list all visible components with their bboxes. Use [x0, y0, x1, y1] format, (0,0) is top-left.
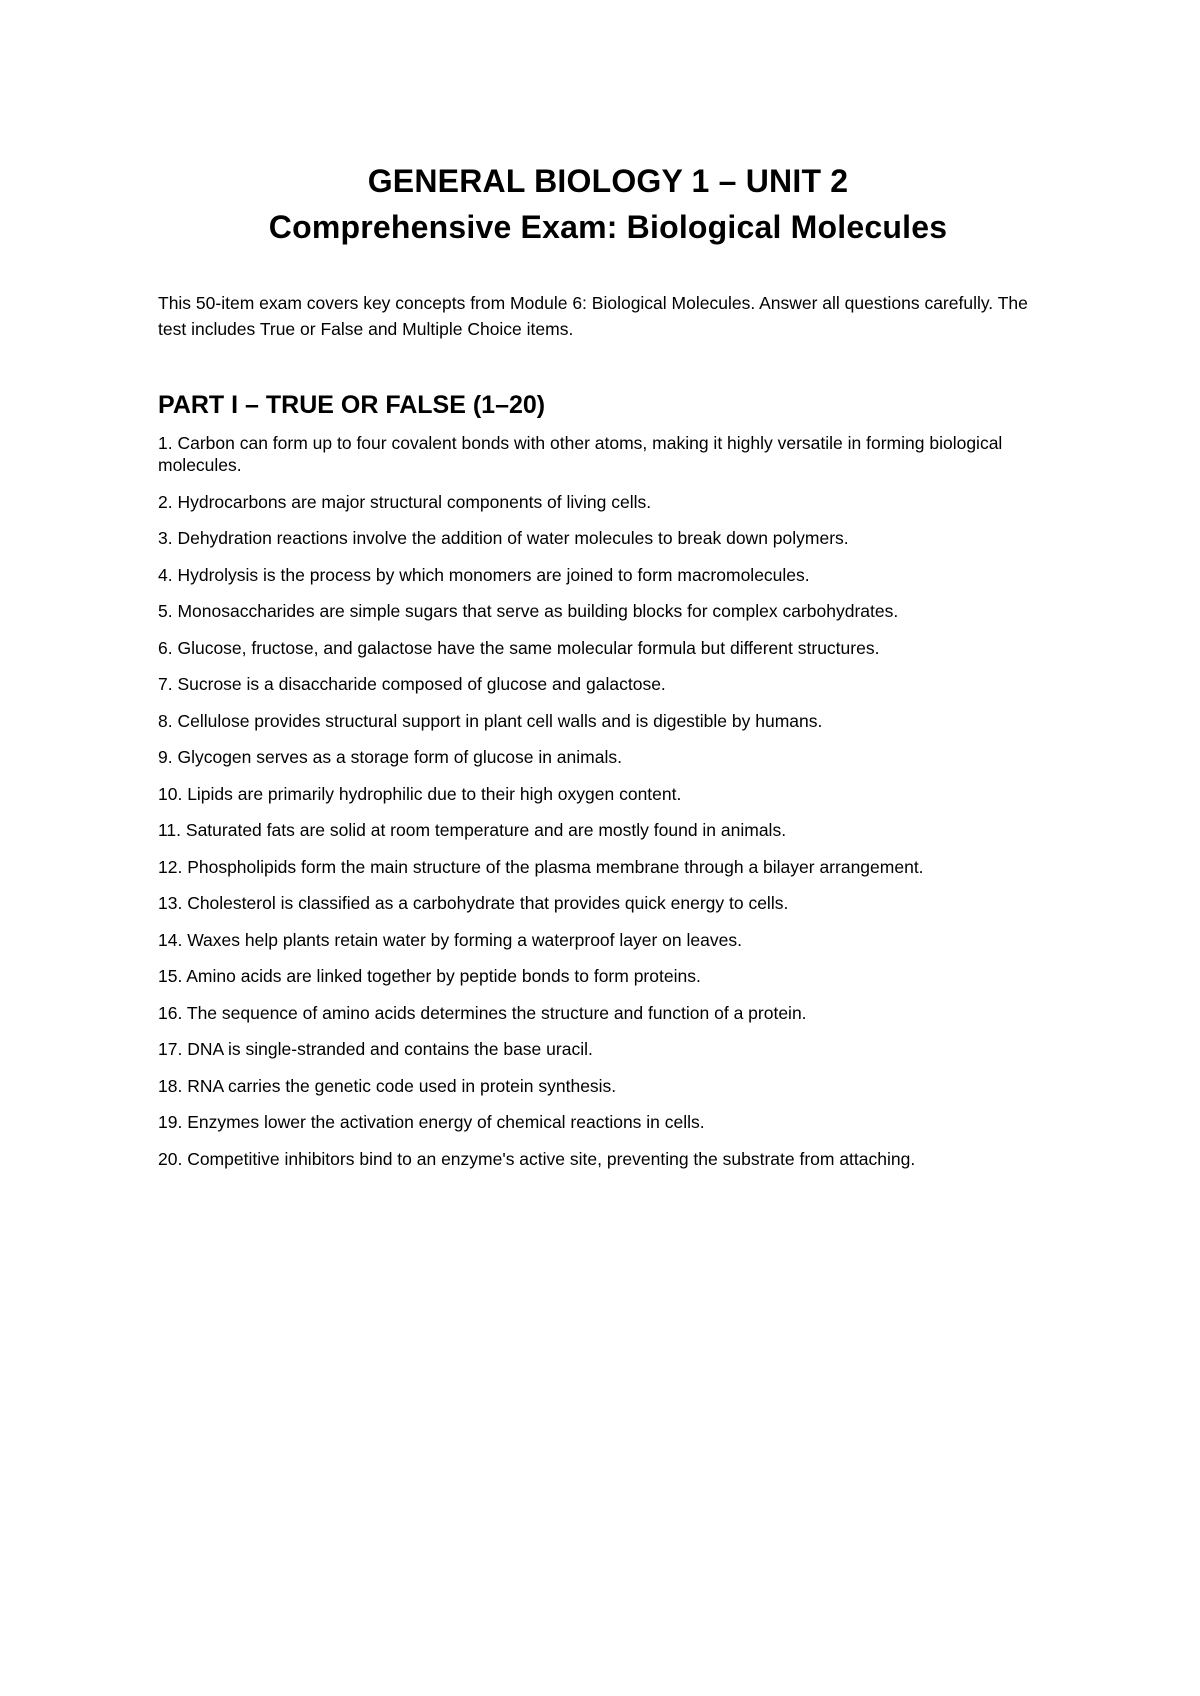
question-item: 3. Dehydration reactions involve the addition of water molecules to break down polymers.: [158, 528, 849, 548]
question-item: 7. Sucrose is a disaccharide composed of glucose and galactose.: [158, 674, 666, 694]
part1-heading: PART I – TRUE OR FALSE (1–20): [158, 391, 546, 419]
question-item: 4. Hydrolysis is the process by which monomers are joined to form macromolecules.: [158, 564, 810, 585]
question-item: 19. Enzymes lower the activation energy of chemical reactions in cells.: [158, 1112, 705, 1132]
question-list: [158, 432, 1058, 1170]
question-item: 5. Monosaccharides are simple sugars that serve as building blocks for complex carbohydrates.: [158, 601, 899, 621]
question-item: 8. Cellulose provides structural support in plant cell walls and is digestible by humans.: [158, 710, 823, 731]
question-item: 1. Carbon can form up to four covalent bonds with other atoms, making it highly versatile in forming biological molecules.: [158, 433, 1003, 475]
intro-paragraph: This 50-item exam covers key concepts from Module 6: Biological Molecules. Answer all questions carefully. The test includes True or False and Multiple Choice items.: [158, 293, 1028, 339]
question-item: 6. Glucose, fructose, and galactose have the same molecular formula but different structures.: [158, 637, 880, 658]
question-item: 11. Saturated fats are solid at room temperature and are mostly found in animals.: [158, 820, 787, 840]
question-item: 14. Waxes help plants retain water by forming a waterproof layer on leaves.: [158, 929, 742, 950]
question-item: 10. Lipids are primarily hydrophilic due to their high oxygen content.: [158, 783, 682, 804]
question-item: 9. Glycogen serves as a storage form of glucose in animals.: [158, 747, 622, 767]
question-item: 20. Competitive inhibitors bind to an enzyme's active site, preventing the substrate from attaching.: [158, 1148, 916, 1169]
question-item: 13. Cholesterol is classified as a carbohydrate that provides quick energy to cells.: [158, 893, 789, 913]
question-item: 2. Hydrocarbons are major structural components of living cells.: [158, 491, 652, 512]
question-item: 18. RNA carries the genetic code used in protein synthesis.: [158, 1075, 617, 1096]
question-item: 16. The sequence of amino acids determines the structure and function of a protein.: [158, 1002, 807, 1023]
title-block: [138, 158, 1078, 250]
question-item: 17. DNA is single-stranded and contains the base uracil.: [158, 1039, 593, 1059]
question-item: 12. Phospholipids form the main structure of the plasma membrane through a bilayer arrangement.: [158, 856, 924, 877]
document-title: GENERAL BIOLOGY 1 – UNIT 2: [367, 163, 849, 199]
document-page: [158, 158, 1058, 1184]
question-item: 15. Amino acids are linked together by peptide bonds to form proteins.: [158, 966, 701, 986]
document-subtitle: Comprehensive Exam: Biological Molecules: [268, 209, 948, 245]
